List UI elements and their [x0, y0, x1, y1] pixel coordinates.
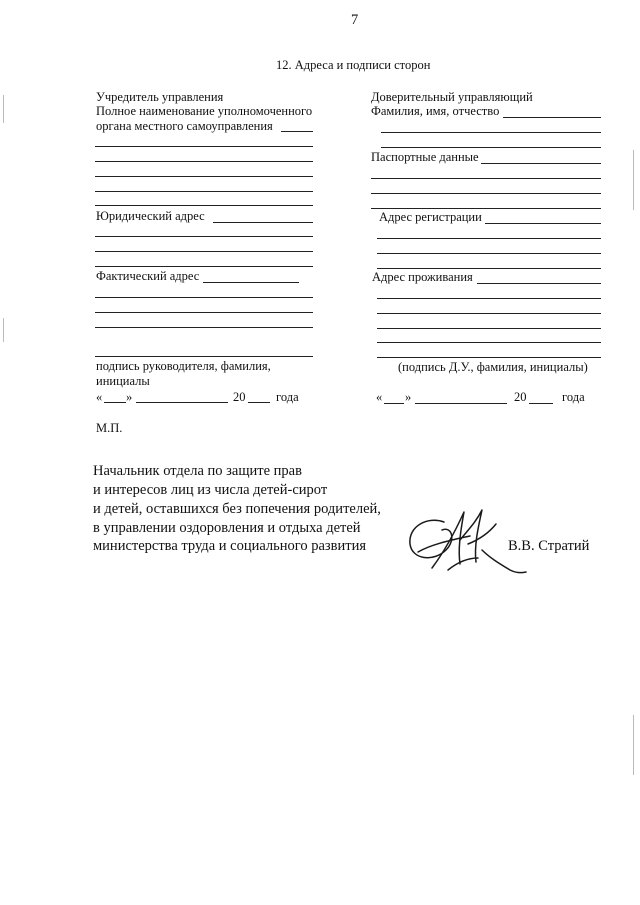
passport-blank[interactable] — [371, 178, 601, 179]
trustee-signature-caption: (подпись Д.У., фамилия, инициалы) — [398, 360, 588, 374]
founder-name-blank[interactable] — [95, 176, 313, 177]
trustee-date-day-blank[interactable] — [384, 403, 404, 404]
actual-address-blank[interactable] — [203, 282, 299, 283]
date-suffix: года — [276, 390, 299, 404]
passport-blank[interactable] — [371, 208, 601, 209]
legal-address-label: Юридический адрес — [96, 209, 205, 223]
footer-position-line: и детей, оставшихся без попечения родителей, — [93, 501, 381, 517]
registration-address-blank[interactable] — [377, 268, 601, 269]
actual-address-blank[interactable] — [95, 312, 313, 313]
actual-address-blank[interactable] — [95, 297, 313, 298]
residence-address-label: Адрес проживания — [372, 270, 473, 284]
trustee-fio-blank[interactable] — [503, 117, 601, 118]
footer-position-line: Начальник отдела по защите прав — [93, 463, 302, 479]
scan-artifact — [3, 318, 4, 342]
registration-address-blank[interactable] — [377, 253, 601, 254]
trustee-heading: Доверительный управляющий — [371, 90, 533, 104]
founder-name-blank[interactable] — [95, 205, 313, 206]
scan-artifact — [3, 95, 4, 123]
residence-address-blank[interactable] — [377, 313, 601, 314]
section-title: 12. Адреса и подписи сторон — [276, 58, 431, 72]
trustee-date-suffix: года — [562, 390, 585, 404]
legal-address-blank[interactable] — [95, 251, 313, 252]
founder-heading: Учредитель управления — [96, 90, 224, 104]
founder-signature-caption: подпись руководителя, фамилия, — [96, 359, 271, 373]
founder-full-name-label-2: органа местного самоуправления — [96, 119, 273, 133]
stamp-label: М.П. — [96, 421, 123, 435]
founder-name-blank[interactable] — [95, 191, 313, 192]
passport-label: Паспортные данные — [371, 150, 479, 164]
founder-full-name-label: Полное наименование уполномоченного — [96, 104, 313, 118]
actual-address-label: Фактический адрес — [96, 269, 200, 283]
residence-address-blank[interactable] — [377, 328, 601, 329]
legal-address-blank[interactable] — [95, 236, 313, 237]
legal-address-blank[interactable] — [95, 266, 313, 267]
trustee-date-month-blank[interactable] — [415, 403, 507, 404]
footer-position-line: и интересов лиц из числа детей-сирот — [93, 482, 328, 498]
date-close-quote: » — [126, 390, 133, 404]
founder-signature-line[interactable] — [95, 356, 313, 357]
residence-address-blank[interactable] — [377, 342, 601, 343]
founder-name-blank[interactable] — [95, 146, 313, 147]
trustee-date-open-quote: « — [376, 390, 383, 404]
founder-signature-caption-2: инициалы — [96, 374, 150, 388]
founder-name-blank[interactable] — [95, 161, 313, 162]
date-year-blank[interactable] — [248, 402, 270, 403]
scan-artifact — [633, 715, 634, 775]
signatory-name: В.В. Стратий — [508, 538, 590, 554]
trustee-date-century: 20 — [514, 390, 527, 404]
date-century: 20 — [233, 390, 246, 404]
page-number: 7 — [351, 12, 359, 28]
date-month-blank[interactable] — [136, 402, 228, 403]
trustee-signature-line[interactable] — [377, 357, 601, 358]
passport-blank[interactable] — [371, 193, 601, 194]
date-open-quote: « — [96, 390, 103, 404]
footer-position-line: министерства труда и социального развития — [93, 538, 367, 554]
residence-address-blank[interactable] — [477, 283, 601, 284]
legal-address-blank[interactable] — [213, 222, 313, 223]
date-day-blank[interactable] — [104, 402, 126, 403]
residence-address-blank[interactable] — [377, 298, 601, 299]
footer-position-line: в управлении оздоровления и отдыха детей — [93, 520, 361, 536]
trustee-date-close-quote: » — [405, 390, 412, 404]
trustee-fio-label: Фамилия, имя, отчество — [371, 104, 500, 118]
actual-address-blank[interactable] — [95, 327, 313, 328]
passport-blank[interactable] — [481, 163, 601, 164]
registration-address-blank[interactable] — [485, 223, 601, 224]
scan-artifact — [633, 150, 634, 210]
registration-address-blank[interactable] — [377, 238, 601, 239]
trustee-fio-blank[interactable] — [381, 147, 601, 148]
trustee-date-year-blank[interactable] — [529, 403, 553, 404]
trustee-fio-blank[interactable] — [381, 132, 601, 133]
registration-address-label: Адрес регистрации — [379, 210, 482, 224]
founder-name-blank[interactable] — [281, 131, 313, 132]
